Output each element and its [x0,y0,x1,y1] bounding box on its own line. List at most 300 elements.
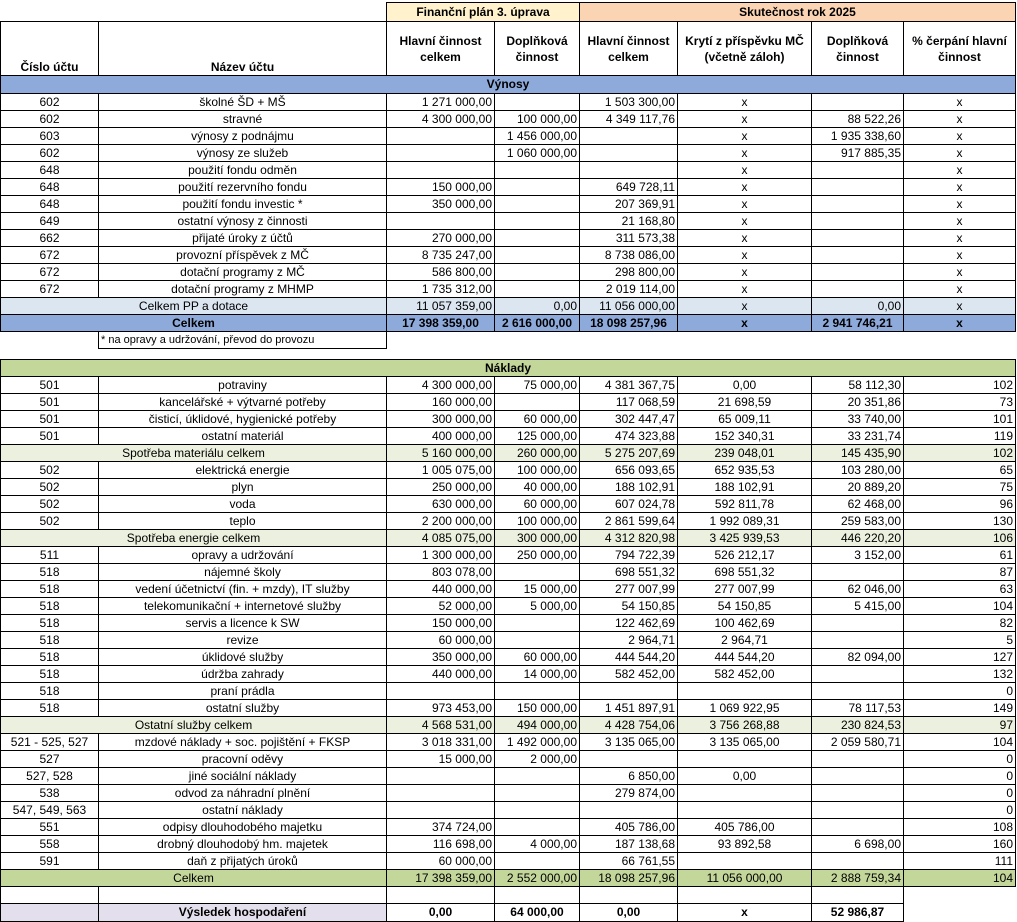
actual-main-value: 656 093,65 [580,462,678,479]
plan-side-value: 100 000,00 [495,513,580,530]
plan-main-value: 8 735 247,00 [387,247,495,264]
cost-row [1,683,1016,700]
col-header-name: Název účtu [99,22,387,76]
plan-main-value: 150 000,00 [387,179,495,196]
revenue-note-row [1,332,1016,349]
cover-value: 11 056 000,00 [678,870,812,887]
percent-value: x [904,162,1016,179]
account-number: 501 [1,377,99,394]
plan-main-value: 17 398 359,00 [387,315,495,332]
actual-side-value [812,213,904,230]
cover-value: 152 340,31 [678,428,812,445]
percent-value: x [904,94,1016,111]
account-number: 648 [1,162,99,179]
account-name: drobný dlouhodobý hm. majetek [99,836,387,853]
account-name: dotační programy z MČ [99,264,387,281]
percent-value: 119 [904,428,1016,445]
account-name: školné ŠD + MŠ [99,94,387,111]
account-number: 501 [1,394,99,411]
plan-main-value: 350 000,00 [387,196,495,213]
cover-value: 188 102,91 [678,479,812,496]
cover-value: 405 786,00 [678,819,812,836]
account-number: 672 [1,264,99,281]
account-number: 591 [1,853,99,870]
percent-value: 132 [904,666,1016,683]
actual-side-value: 2 888 759,34 [812,870,904,887]
actual-main-value: 18 098 257,96 [580,870,678,887]
cover-value: x [678,230,812,247]
actual-side-value [812,281,904,298]
plan-side-value: 300 000,00 [495,530,580,547]
actual-main-value: 3 135 065,00 [580,734,678,751]
cover-value: x [678,315,812,332]
revenue-row [1,213,1016,230]
col-header-account: Číslo účtu [1,22,99,76]
actual-main-value: 698 551,32 [580,564,678,581]
plan-side-value: 100 000,00 [495,111,580,128]
plan-main-value: 52 000,00 [387,598,495,615]
account-number: 672 [1,247,99,264]
account-name: ostatní výnosy z činnosti [99,213,387,230]
plan-side-value [495,162,580,179]
plan-side-value [495,179,580,196]
empty-cell [580,887,678,904]
actual-main-value: 207 369,91 [580,196,678,213]
plan-side-value: 60 000,00 [495,411,580,428]
actual-side-value [812,564,904,581]
percent-value: 130 [904,513,1016,530]
account-number: 551 [1,819,99,836]
actual-group-header: Skutečnost rok 2025 [580,3,1016,22]
plan-side-value [495,247,580,264]
actual-side-value [812,768,904,785]
plan-side-value [495,683,580,700]
revenue-row [1,145,1016,162]
cover-value: 444 544,20 [678,649,812,666]
revenue-row [1,230,1016,247]
account-name: elektrická energie [99,462,387,479]
percent-value: x [904,179,1016,196]
account-number: 521 - 525, 527 [1,734,99,751]
percent-value: 97 [904,717,1016,734]
account-number: 502 [1,462,99,479]
actual-side-value [812,751,904,768]
actual-main-value: 1 503 300,00 [580,94,678,111]
cover-value [678,785,812,802]
plan-side-value [495,230,580,247]
percent-value: x [904,196,1016,213]
footnote: * na opravy a udržování, převod do provozu [99,332,387,349]
cover-value: 21 698,59 [678,394,812,411]
actual-main-value: 607 024,78 [580,496,678,513]
actual-main-value: 4 349 117,76 [580,111,678,128]
percent-value: x [904,111,1016,128]
cost-row [1,785,1016,802]
account-name: použití fondu investic * [99,196,387,213]
actual-side-value: 145 435,90 [812,445,904,462]
plan-main-value: 160 000,00 [387,394,495,411]
actual-side-value [812,615,904,632]
percent-value: x [904,145,1016,162]
revenue-row [1,179,1016,196]
actual-main-value [580,145,678,162]
actual-main-value [580,683,678,700]
row-label: Celkem [1,315,387,332]
account-number: 602 [1,111,99,128]
account-name: praní prádla [99,683,387,700]
cover-value: x [678,94,812,111]
account-number: 502 [1,479,99,496]
plan-side-value: 2 000,00 [495,751,580,768]
plan-main-value [387,145,495,162]
cover-value: x [678,247,812,264]
plan-side-value [495,802,580,819]
plan-side-value: 1 456 000,00 [495,128,580,145]
col-header-actual-side: Doplňková činnost [812,22,904,76]
account-number: 518 [1,564,99,581]
cost-row [1,853,1016,870]
actual-side-value [812,196,904,213]
cost-row [1,802,1016,819]
actual-main-value: 582 452,00 [580,666,678,683]
actual-main-value: 4 428 754,06 [580,717,678,734]
actual-main-value: 21 168,80 [580,213,678,230]
actual-main-value: 2 019 114,00 [580,281,678,298]
plan-side-value: 5 000,00 [495,598,580,615]
cost-row [1,377,1016,394]
actual-main-value: 474 323,88 [580,428,678,445]
col-header-cover: Krytí z příspěvku MČ (včetně záloh) [678,22,812,76]
plan-side-value: 2 616 000,00 [495,315,580,332]
account-name: potraviny [99,377,387,394]
result-cover: x [678,904,812,922]
actual-main-value [580,802,678,819]
actual-side-value: 82 094,00 [812,649,904,666]
plan-side-value [495,564,580,581]
plan-main-value: 300 000,00 [387,411,495,428]
account-name: ostatní služby [99,700,387,717]
cost-row [1,496,1016,513]
percent-value: 108 [904,819,1016,836]
cover-value: x [678,281,812,298]
actual-side-value [812,683,904,700]
percent-value: 82 [904,615,1016,632]
actual-side-value: 103 280,00 [812,462,904,479]
percent-value: x [904,315,1016,332]
cost-row [1,751,1016,768]
cover-value: x [678,162,812,179]
row-label: Celkem PP a dotace [1,298,387,315]
account-name: pracovní oděvy [99,751,387,768]
actual-side-value: 33 740,00 [812,411,904,428]
account-name: dotační programy z MHMP [99,281,387,298]
plan-main-value: 4 568 531,00 [387,717,495,734]
cost-subtotal-row [1,445,1016,462]
result-plan-main: 0,00 [387,904,495,922]
plan-side-value: 0,00 [495,298,580,315]
account-name: daň z přijatých úroků [99,853,387,870]
revenue-row [1,196,1016,213]
cover-value: 526 212,17 [678,547,812,564]
account-number: 649 [1,213,99,230]
cost-row [1,768,1016,785]
revenue-row [1,128,1016,145]
actual-side-value: 2 059 580,71 [812,734,904,751]
account-name: čisticí, úklidové, hygienické potřeby [99,411,387,428]
actual-side-value: 3 152,00 [812,547,904,564]
cost-subtotal-row [1,530,1016,547]
actual-side-value: 5 415,00 [812,598,904,615]
cover-value: 652 935,53 [678,462,812,479]
revenue-table [0,2,1016,349]
plan-main-value: 440 000,00 [387,581,495,598]
plan-main-value: 586 800,00 [387,264,495,281]
plan-main-value: 1 005 075,00 [387,462,495,479]
account-number: 648 [1,196,99,213]
cost-subtotal-row [1,717,1016,734]
actual-side-value: 33 231,74 [812,428,904,445]
empty-cell [812,887,904,904]
actual-main-value: 405 786,00 [580,819,678,836]
plan-main-value: 150 000,00 [387,615,495,632]
plan-side-value [495,264,580,281]
cost-row [1,411,1016,428]
plan-group-header: Finanční plán 3. úprava [387,3,580,22]
actual-main-value: 18 098 257,96 [580,315,678,332]
row-label: Ostatní služby celkem [1,717,387,734]
cost-row [1,666,1016,683]
cost-row [1,615,1016,632]
percent-value: 0 [904,768,1016,785]
account-number: 501 [1,411,99,428]
plan-main-value: 1 271 000,00 [387,94,495,111]
plan-side-value: 15 000,00 [495,581,580,598]
actual-side-value [812,819,904,836]
revenue-total-row [1,315,1016,332]
col-header-plan-side: Doplňková činnost [495,22,580,76]
plan-side-value [495,394,580,411]
account-name: výnosy ze služeb [99,145,387,162]
percent-value: x [904,247,1016,264]
actual-side-value [812,247,904,264]
percent-value: 149 [904,700,1016,717]
account-number: 602 [1,145,99,162]
cover-value [678,802,812,819]
empty-cell [387,887,495,904]
actual-side-value: 88 522,26 [812,111,904,128]
account-name: provozní příspěvek z MČ [99,247,387,264]
account-name: jiné sociální náklady [99,768,387,785]
percent-value: 160 [904,836,1016,853]
actual-side-value [812,853,904,870]
plan-side-value: 40 000,00 [495,479,580,496]
plan-main-value: 973 453,00 [387,700,495,717]
percent-value: x [904,230,1016,247]
actual-side-value: 62 046,00 [812,581,904,598]
actual-main-value: 649 728,11 [580,179,678,196]
cover-value: 54 150,85 [678,598,812,615]
actual-main-value: 302 447,47 [580,411,678,428]
account-number: 518 [1,700,99,717]
actual-main-value: 2 861 599,64 [580,513,678,530]
plan-side-value [495,196,580,213]
plan-main-value: 15 000,00 [387,751,495,768]
cost-row [1,700,1016,717]
percent-value: 5 [904,632,1016,649]
cost-row [1,394,1016,411]
cover-value: 1 992 089,31 [678,513,812,530]
plan-main-value [387,213,495,230]
plan-main-value: 60 000,00 [387,632,495,649]
plan-side-value: 75 000,00 [495,377,580,394]
account-number: 527, 528 [1,768,99,785]
actual-side-value: 0,00 [812,298,904,315]
account-name: nájemné školy [99,564,387,581]
percent-value: 101 [904,411,1016,428]
actual-main-value: 298 800,00 [580,264,678,281]
account-name: mzdové náklady + soc. pojištění + FKSP [99,734,387,751]
actual-side-value [812,632,904,649]
cost-row [1,632,1016,649]
cost-row [1,479,1016,496]
account-number: 502 [1,513,99,530]
plan-main-value [387,785,495,802]
result-actual-main: 0,00 [580,904,678,922]
actual-main-value [580,751,678,768]
cover-value: 3 135 065,00 [678,734,812,751]
cover-value: 0,00 [678,768,812,785]
account-name: voda [99,496,387,513]
cover-value: x [678,196,812,213]
plan-side-value: 60 000,00 [495,496,580,513]
plan-main-value: 803 078,00 [387,564,495,581]
account-number: 518 [1,615,99,632]
actual-side-value: 917 885,35 [812,145,904,162]
plan-side-value [495,94,580,111]
percent-value: x [904,264,1016,281]
actual-main-value: 4 312 820,98 [580,530,678,547]
revenue-row [1,94,1016,111]
actual-main-value [580,128,678,145]
cover-value: 698 551,32 [678,564,812,581]
plan-main-value: 270 000,00 [387,230,495,247]
result-spacer [1,904,99,922]
cost-row [1,462,1016,479]
result-actual-side: 52 986,87 [812,904,904,922]
plan-main-value: 630 000,00 [387,496,495,513]
actual-main-value: 117 068,59 [580,394,678,411]
account-name: stravné [99,111,387,128]
account-number: 518 [1,666,99,683]
account-number: 558 [1,836,99,853]
cover-value: 592 811,78 [678,496,812,513]
plan-main-value: 374 724,00 [387,819,495,836]
plan-side-value [495,615,580,632]
cost-row [1,564,1016,581]
plan-side-value: 260 000,00 [495,445,580,462]
actual-side-value: 58 112,30 [812,377,904,394]
plan-side-value: 60 000,00 [495,649,580,666]
plan-main-value [387,162,495,179]
empty-cell [678,887,812,904]
empty-cell [99,887,387,904]
plan-main-value: 400 000,00 [387,428,495,445]
actual-main-value: 794 722,39 [580,547,678,564]
revenue-section-title: Výnosy [1,76,1016,94]
plan-side-value: 494 000,00 [495,717,580,734]
actual-main-value: 6 850,00 [580,768,678,785]
actual-side-value [812,162,904,179]
plan-main-value: 4 085 075,00 [387,530,495,547]
cost-row [1,649,1016,666]
plan-main-value: 2 200 000,00 [387,513,495,530]
plan-main-value [387,768,495,785]
percent-value: x [904,128,1016,145]
plan-main-value: 350 000,00 [387,649,495,666]
account-name: ostatní náklady [99,802,387,819]
result-empty [904,904,1016,922]
account-number: 511 [1,547,99,564]
cost-row [1,836,1016,853]
plan-side-value: 100 000,00 [495,462,580,479]
actual-main-value: 277 007,99 [580,581,678,598]
account-number: 527 [1,751,99,768]
revenue-row [1,247,1016,264]
plan-side-value [495,632,580,649]
actual-side-value: 78 117,53 [812,700,904,717]
actual-side-value: 259 583,00 [812,513,904,530]
percent-value: 104 [904,598,1016,615]
result-plan-side: 64 000,00 [495,904,580,922]
cover-value: x [678,111,812,128]
cover-value: 93 892,58 [678,836,812,853]
actual-side-value: 230 824,53 [812,717,904,734]
header-spacer [1,3,387,22]
account-number: 603 [1,128,99,145]
cover-value: 3 756 268,88 [678,717,812,734]
percent-value: 0 [904,751,1016,768]
plan-main-value [387,802,495,819]
account-name: použití rezervního fondu [99,179,387,196]
actual-side-value [812,94,904,111]
account-name: úklidové služby [99,649,387,666]
plan-side-value: 2 552 000,00 [495,870,580,887]
cost-row [1,513,1016,530]
account-number: 518 [1,649,99,666]
percent-value: 104 [904,734,1016,751]
account-name: opravy a udržování [99,547,387,564]
actual-main-value: 122 462,69 [580,615,678,632]
actual-side-value [812,666,904,683]
percent-value: 102 [904,377,1016,394]
percent-value: 111 [904,853,1016,870]
percent-value: 65 [904,462,1016,479]
account-name: kancelářské + výtvarné potřeby [99,394,387,411]
cover-value: 277 007,99 [678,581,812,598]
plan-main-value [387,683,495,700]
actual-main-value: 54 150,85 [580,598,678,615]
plan-main-value: 3 018 331,00 [387,734,495,751]
actual-side-value [812,264,904,281]
plan-side-value [495,213,580,230]
actual-side-value: 20 889,20 [812,479,904,496]
account-name: odpisy dlouhodobého majetku [99,819,387,836]
plan-main-value: 1 735 312,00 [387,281,495,298]
note-spacer [1,332,99,349]
actual-main-value: 311 573,38 [580,230,678,247]
cost-row [1,598,1016,615]
cover-value: x [678,145,812,162]
